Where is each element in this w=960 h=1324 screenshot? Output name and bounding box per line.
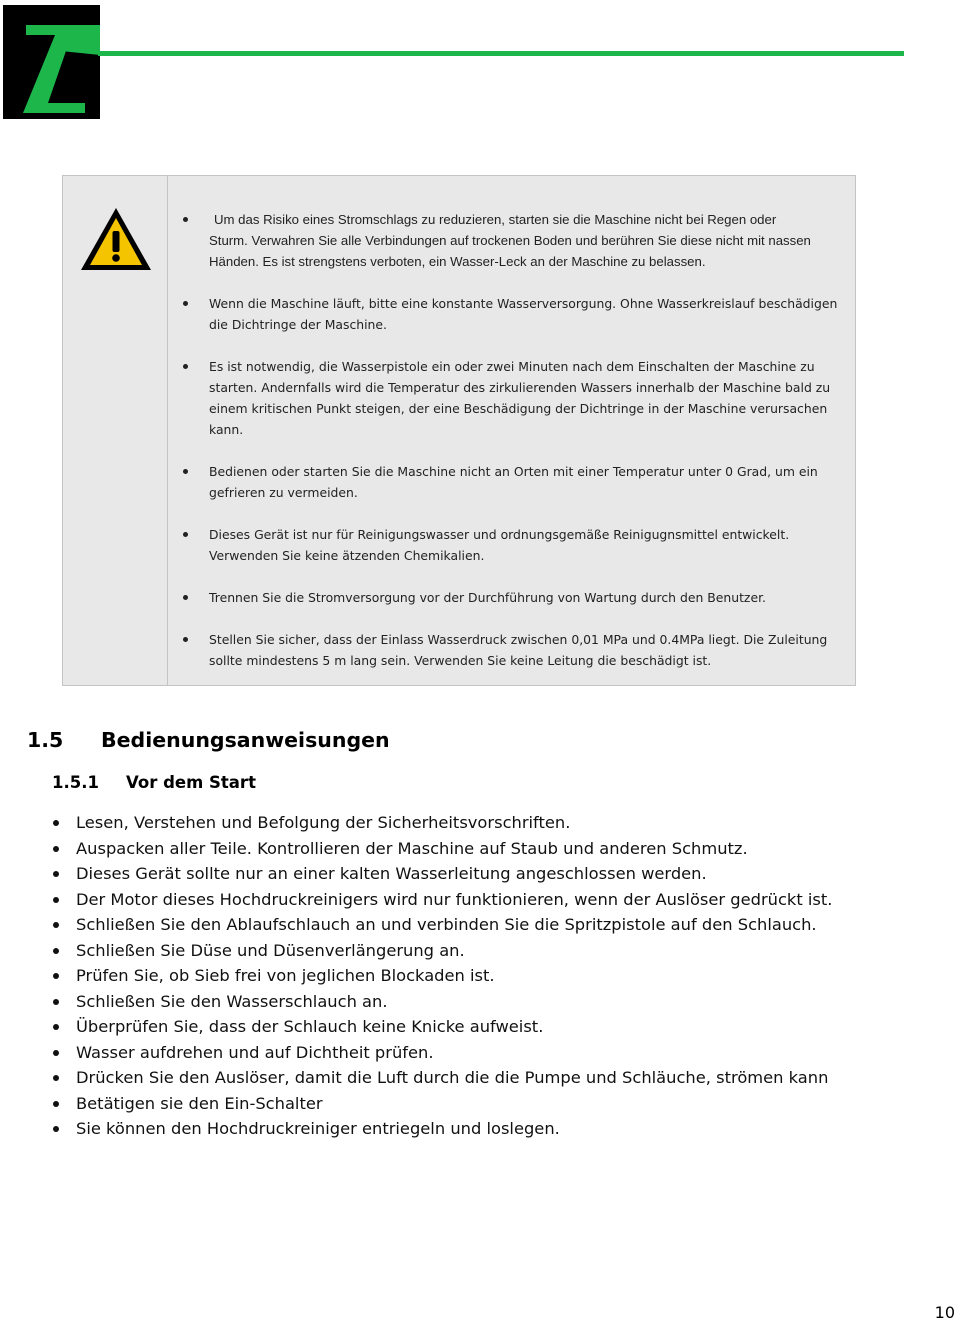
step-item: Schließen Sie Düse und Düsenverlängerung an. xyxy=(50,938,930,964)
safety-item: Bedienen oder starten Sie die Maschine nicht an Orten mit einer Temperatur unter 0 Grad, um ein gefrieren zu vermeiden. xyxy=(181,461,841,503)
safety-item: Dieses Gerät ist nur für Reinigungswasser und ordnungsgemäße Reinigugnsmittel entwickelt. Verwenden Sie keine ätzenden Chemikalien. xyxy=(181,524,841,566)
subsection-number: 1.5.1 xyxy=(52,773,99,792)
safety-item: Es ist notwendig, die Wasserpistole ein oder zwei Minuten nach dem Einschalten der Maschine zu starten. Andernfalls wird die Temperatur des zirkulierenden Wassers innerhalb der Maschine bald zu einem kritischen Punkt steigen, der eine Beschädigung der Dichtringe in der Maschine verursachen kann. xyxy=(181,356,841,440)
step-item: Prüfen Sie, ob Sieb frei von jeglichen Blockaden ist. xyxy=(50,963,930,989)
start-steps-list xyxy=(50,810,930,1142)
z-logo-icon xyxy=(3,5,100,119)
safety-item: Stellen Sie sicher, dass der Einlass Wasserdruck zwischen 0,01 MPa und 0.4MPa liegt. Die Zuleitung sollte mindestens 5 m lang sein. Verwenden Sie keine Leitung die beschädigt ist. xyxy=(181,629,841,671)
safety-item: Wenn die Maschine läuft, bitte eine konstante Wasserversorgung. Ohne Wasserkreislauf beschädigen die Dichtringe der Maschine. xyxy=(181,293,841,335)
page-number: 10 xyxy=(934,1303,955,1322)
subsection-heading xyxy=(52,773,256,792)
warning-column-divider xyxy=(167,176,168,685)
company-logo xyxy=(3,5,100,119)
warning-triangle-icon xyxy=(79,206,153,272)
step-item: Überprüfen Sie, dass der Schlauch keine Knicke aufweist. xyxy=(50,1014,930,1040)
step-item: Drücken Sie den Auslöser, damit die Luft durch die die Pumpe und Schläuche, strömen kann xyxy=(50,1065,930,1091)
safety-item-lead: Um das Risiko eines Stromschlags zu reduzieren, starten sie die Maschine nicht bei Regen oder xyxy=(214,212,777,227)
step-item: Der Motor dieses Hochdruckreinigers wird nur funktionieren, wenn der Auslöser gedrückt ist. xyxy=(50,887,930,913)
safety-item: Trennen Sie die Stromversorgung vor der Durchführung von Wartung durch den Benutzer. xyxy=(181,587,841,608)
section-title: Bedienungsanweisungen xyxy=(101,728,390,752)
step-item: Schließen Sie den Wasserschlauch an. xyxy=(50,989,930,1015)
subsection-title: Vor dem Start xyxy=(126,773,256,792)
step-item: Wasser aufdrehen und auf Dichtheit prüfen. xyxy=(50,1040,930,1066)
step-item: Betätigen sie den Ein-Schalter xyxy=(50,1091,930,1117)
step-item: Auspacken aller Teile. Kontrollieren der Maschine auf Staub und anderen Schmutz. xyxy=(50,836,930,862)
step-item: Schließen Sie den Ablaufschlauch an und verbinden Sie die Spritzpistole auf den Schlauch. xyxy=(50,912,930,938)
step-item: Lesen, Verstehen und Befolgung der Sicherheitsvorschriften. xyxy=(50,810,930,836)
section-heading xyxy=(27,728,390,752)
header-rule xyxy=(98,51,904,56)
step-item: Sie können den Hochdruckreiniger entriegeln und loslegen. xyxy=(50,1116,930,1142)
section-number: 1.5 xyxy=(27,728,64,752)
safety-item-text: Sturm. Verwahren Sie alle Verbindungen auf trockenen Boden und berühren Sie diese nicht mit nassen Händen. Es ist strengstens verboten, ein Wasser-Leck an der Maschine zu belassen. xyxy=(209,233,811,269)
safety-item xyxy=(181,209,841,272)
safety-warning-box xyxy=(62,175,856,686)
step-item: Dieses Gerät sollte nur an einer kalten Wasserleitung angeschlossen werden. xyxy=(50,861,930,887)
safety-list xyxy=(181,209,841,692)
